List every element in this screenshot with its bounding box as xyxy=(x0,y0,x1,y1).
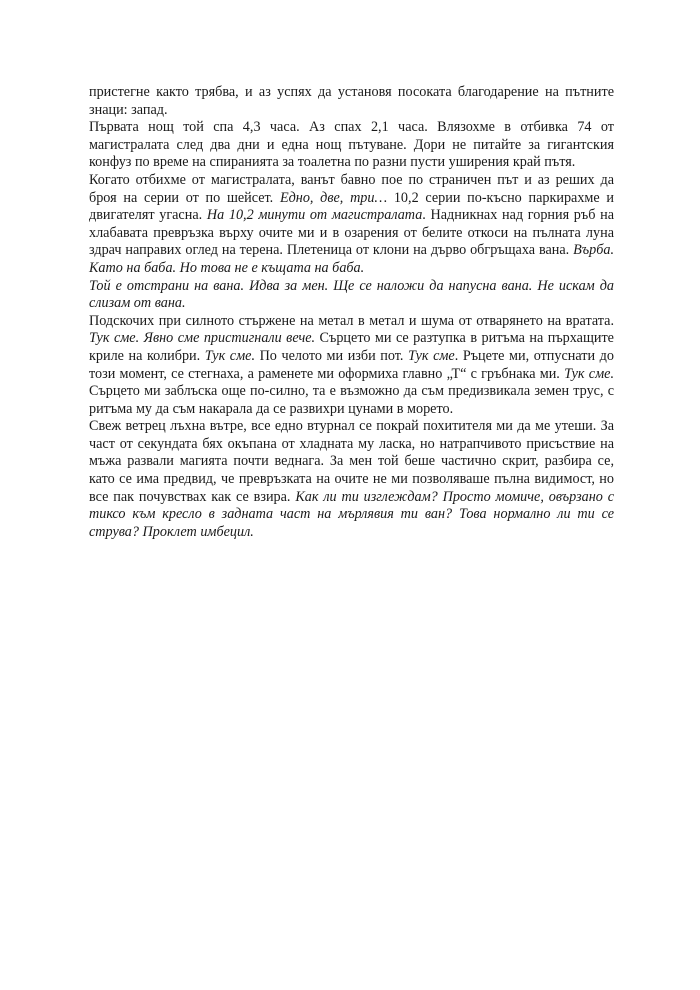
italic-text-run: Той е отстрани на вана. Идва за мен. Ще се наложи да напусна вана. Не искам да слизам от вана. xyxy=(89,277,614,312)
text-run: Свеж ветрец лъхна вътре, все едно втурнал се покрай похитителя ми да ме утеши. За част от секундата бях окъпана от хладната му ласка, но натрапчивото присъствие на мъжа развали магията почти веднага. За мен той беше частично скрит, разбира се, като се има предвид, че превръзката на очите не ми позволяваше пълна видимост, но все пак почувствах как се взира. xyxy=(89,418,614,505)
paragraph xyxy=(89,278,614,313)
body-text xyxy=(89,84,614,541)
paragraph xyxy=(89,172,614,278)
text-run: Сърцето ми се разтупка в ритъма на пърхащите криле на колибри. xyxy=(89,330,614,364)
paragraph xyxy=(89,84,614,119)
italic-text-run: Тук сме. xyxy=(204,347,255,364)
italic-text-run: Едно, две, три… xyxy=(279,189,388,206)
paragraph xyxy=(89,313,614,419)
paragraph xyxy=(89,418,614,541)
text-run: пристегне както трябва, и аз успях да установя посоката благодарение на пътните знаци: запад. xyxy=(89,84,614,118)
text-run: Първата нощ той спа 4,3 часа. Аз спах 2,1 часа. Влязохме в отбивка 74 от магистралата след два дни и една нощ пътуване. Дори не питайте за гигантския конфуз по време на спиранията за тоалетна по разни пусти уширения край пътя. xyxy=(89,119,614,171)
text-run: Сърцето ми заблъска още по-силно, та е възможно да съм предизвикала земен трус, с ритъма му да съм накарала да се развихри цунами в морето. xyxy=(89,383,614,417)
italic-text-run: Тук сме xyxy=(408,347,455,364)
italic-text-run: Тук сме. xyxy=(564,365,614,382)
italic-text-run: Как ли ти изглеждам? Просто момиче, овързано с тиксо към кресло в задната част на мърлявия ти ван? Това нормално ли ти се струва? Проклет имбецил. xyxy=(89,488,614,540)
text-run: 10,2 серии по-късно паркирахме и двигателят угасна. xyxy=(89,189,615,224)
italic-text-run: Върба. Като на баба. Но това не е къщата на баба. xyxy=(89,242,614,276)
italic-text-run: Тук сме. Явно сме пристигнали вече. xyxy=(89,330,316,347)
text-run: . Надникнах над горния ръб на хлабавата превръзка върху очите ми и в озарения от белите откоси на пълната луна здрач направих оглед на терена. Плетеница от клони на дърво обгръщаха вана. xyxy=(89,207,614,259)
text-run: Когато отбихме от магистралата, ванът бавно пое по страничен път и аз реших да броя на серии от по шейсет. xyxy=(89,171,614,206)
paragraph xyxy=(89,119,614,172)
italic-text-run: На 10,2 минути от магистралата xyxy=(206,207,423,224)
text-run: . Ръцете ми, отпуснати до този момент, се стегнаха, а раменете ми оформиха главно „Т“ с гръбнака ми. xyxy=(89,347,614,382)
text-run: По челото ми изби пот. xyxy=(255,347,409,364)
text-run: Подскочих при силното стържене на метал в метал и шума от отварянето на вратата. xyxy=(89,312,614,329)
